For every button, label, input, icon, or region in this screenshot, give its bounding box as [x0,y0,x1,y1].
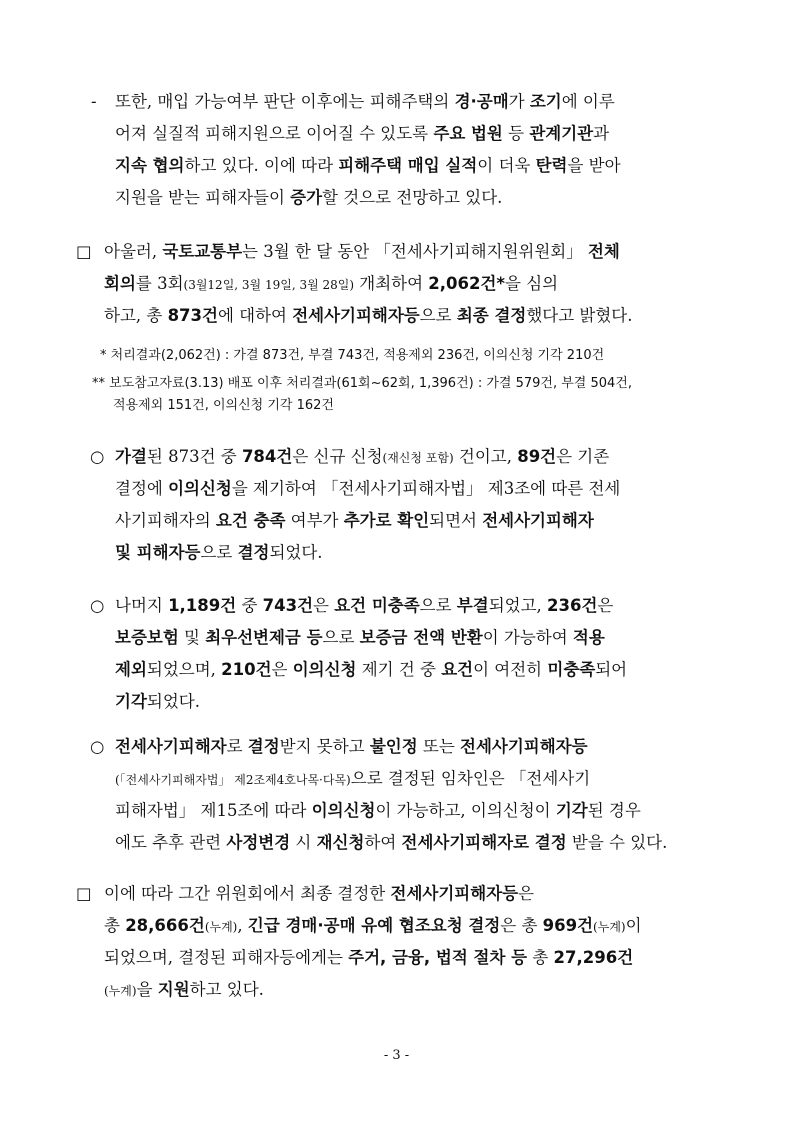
emphasis-text: 재신청 [316,833,365,852]
emphasis-text: 89건 [517,447,557,466]
text-span: 을 받아 [567,156,621,175]
emphasis-text: 최종 결정 [456,306,527,325]
body-text-line [115,479,620,499]
text-span: 은 [271,660,293,679]
emphasis-text: 28,666건 [125,916,205,935]
text-span: 하고 있다. [189,980,264,999]
text-span: (누계) [204,920,238,934]
body-text-line [115,188,502,208]
emphasis-text: 미충족 [547,660,596,679]
text-span: 을 제기하여 「전세사기피해자법」 제3조에 따른 전세 [231,479,621,498]
text-span: 된 경우 [587,801,641,820]
text-span: 은 [313,596,335,615]
emphasis-text: 적용 [572,628,605,647]
text-span: 및 [178,628,206,647]
emphasis-text: 236건 [547,596,598,615]
emphasis-text: 873건 [167,306,218,325]
emphasis-text: 긴급 경매·공매 유예 협조요청 결정 [247,916,501,935]
text-span: * 처리결과(2,062건) : 가결 873건, 부결 743건, 적용제외 236건, 이의신청 기각 210건 [100,348,605,363]
emphasis-text: 784건 [241,447,293,466]
emphasis-text: 회의 [104,274,136,293]
paragraph-marker: - [91,92,97,111]
text-span: 를 3회 [135,274,184,293]
text-span: 되면서 [429,511,483,530]
text-span: 이 가능하고, 이의신청이 [375,801,556,820]
text-span: 적용제외 151건, 이의신청 기각 162건 [113,398,334,413]
emphasis-text: 전세사기피해자등 [390,884,519,903]
body-text-line [115,543,323,563]
text-span: 되어 [595,660,628,679]
text-span: 이 더욱 [477,156,536,175]
text-span: 중 [236,596,263,615]
body-text-line [115,511,594,531]
emphasis-text: 969건 [542,916,594,935]
text-span: 은 [518,884,534,903]
emphasis-text: 이의신청 [292,660,357,679]
text-span: (재신청 포함) [382,451,454,465]
text-span: 하고 있다. 이에 따라 [184,156,339,175]
emphasis-text: 조기 [529,92,562,111]
emphasis-text: 국토교통부 [162,242,243,261]
text-span: 나머지 [115,596,169,615]
paragraph-marker: □ [76,242,92,261]
text-span: 했다고 밝혔다. [526,306,633,325]
text-span: 으로 [419,306,457,325]
emphasis-text: 결정 [247,737,280,756]
paragraph-marker: ○ [90,596,105,615]
text-span: 하고, 총 [104,306,168,325]
emphasis-text: 기각 [555,801,588,820]
emphasis-text: 주요 법원 [433,124,503,143]
emphasis-text: 210건 [221,660,272,679]
emphasis-text: 전세사기피해자 [115,737,227,756]
emphasis-text: 최우선변제금 등 [205,628,323,647]
emphasis-text: 743건 [262,596,314,615]
emphasis-text: 요건 미충족 [334,596,420,615]
body-text-line [104,948,633,968]
text-span: 으로 [322,628,360,647]
text-span: (누계) [593,920,626,934]
emphasis-text: 전세사기피해자등 [292,306,420,325]
emphasis-text: 이의신청 [311,801,376,820]
text-span: 어져 실질적 피해지원으로 이어질 수 있도록 [115,124,434,143]
text-span: 으로 [200,543,238,562]
text-span: 는 3월 한 달 동안 「전세사기피해지원위원회」 [242,242,588,261]
text-span: 여부가 [285,511,344,530]
text-span: 되었다. [146,692,200,711]
body-text-line [104,916,642,937]
emphasis-text: 2,062건* [428,274,506,293]
emphasis-text: 지속 협의 [115,156,185,175]
body-text-line [115,660,627,680]
emphasis-text: 피해주택 매입 실적 [338,156,478,175]
text-span: 으로 [419,596,457,615]
emphasis-text: 사정변경 [226,833,291,852]
body-text-line [115,628,605,648]
text-span: 사기피해자의 [115,511,216,530]
page-number: - 3 - [383,1048,410,1063]
emphasis-text: 기각 [115,692,147,711]
body-text-line [115,833,667,853]
text-span: 되었으며, 결정된 피해자등에게는 [104,948,349,967]
text-span: 에도 추후 관련 [115,833,227,852]
text-span: 로 [226,737,248,756]
body-text-line [115,156,621,176]
text-span: 은 총 [500,916,543,935]
paragraph-marker: ○ [90,447,105,466]
emphasis-text: 결정 [237,543,270,562]
text-span: 또는 [417,737,461,756]
paragraph-marker: ○ [90,737,105,756]
emphasis-text: 전세사기피해자 [482,511,594,530]
footnote-line [92,374,632,394]
text-span: 건이고, [453,447,518,466]
text-span: 시 [290,833,317,852]
text-span: (3월12일, 3월 19일, 3월 28일) [183,278,355,292]
emphasis-text: 관계기관 [529,124,594,143]
body-text-line [104,274,558,295]
text-span: 받을 수 있다. [566,833,668,852]
text-span: 등 [502,124,530,143]
text-span: 이 여전히 [473,660,548,679]
emphasis-text: 보증보험 [115,628,179,647]
emphasis-text: 불인정 [369,737,418,756]
body-text-line [115,596,613,616]
text-span: 개최하여 [354,274,429,293]
text-span: 하여 [364,833,402,852]
emphasis-text: 및 피해자등 [115,543,201,562]
emphasis-text: 전체 [587,242,620,261]
text-span: 받지 못하고 [279,737,370,756]
text-span: 과 [593,124,610,143]
footnote-line [100,346,604,366]
text-span: 또한, 매입 가능여부 판단 이후에는 피해주택의 [115,92,455,111]
body-text-line [104,242,620,262]
text-span: 은 기존 [556,447,610,466]
emphasis-text: 추가로 확인 [343,511,430,530]
text-span: 총 [527,948,554,967]
text-span: 은 [597,596,614,615]
text-span: , [237,916,248,935]
emphasis-text: 1,189건 [168,596,237,615]
body-text-line [115,124,609,144]
body-text-line [115,737,588,757]
text-span: 으로 결정된 임차인은 「전세사기 [350,769,591,788]
text-span: 을 [136,980,158,999]
body-text-line [104,980,264,1001]
text-span: (「전세사기피해자법」 제2조제4호나목·다목) [115,773,351,787]
body-text-line [104,306,632,326]
paragraph-marker: □ [76,884,92,903]
emphasis-text: 탄력 [535,156,568,175]
body-text-line [104,884,534,904]
text-span: 결정에 [115,479,169,498]
text-span: 지원을 받는 피해자들이 [115,188,291,207]
emphasis-text: 요건 [441,660,474,679]
text-span: 에 대하여 [217,306,293,325]
emphasis-text: 부결 [456,596,489,615]
body-text-line [115,801,641,821]
text-span: 은 신규 신청 [292,447,383,466]
footnote-line [113,396,334,416]
text-span: 이 [625,916,642,935]
emphasis-text: 보증금 전액 반환 [359,628,483,647]
text-span: (누계) [104,984,137,998]
text-span: 총 [104,916,126,935]
emphasis-text: 주거, 금융, 법적 절차 등 [348,948,528,967]
text-span: 되었으며, [146,660,222,679]
emphasis-text: 증가 [290,188,323,207]
emphasis-text: 경·공매 [454,92,509,111]
emphasis-text: 전세사기피해자등 [460,737,588,756]
emphasis-text: 전세사기피해자로 결정 [401,833,567,852]
text-span: 이에 따라 그간 위원회에서 최종 결정한 [104,884,391,903]
text-span: 가 [508,92,530,111]
text-span: 할 것으로 전망하고 있다. [322,188,503,207]
text-span: 되었다. [269,543,323,562]
text-span: 피해자법」 제15조에 따라 [115,801,312,820]
text-span: 되었고, [488,596,547,615]
text-span: 을 심의 [505,274,559,293]
text-span: 제기 건 중 [356,660,442,679]
text-span: ** 보도참고자료(3.13) 배포 이후 처리결과(61회~62회, 1,396건) : 가결 579건, 부결 504건, [92,376,632,391]
text-span: 아울러, [104,242,163,261]
emphasis-text: 지원 [157,980,190,999]
body-text-line [115,692,200,712]
emphasis-text: 이의신청 [168,479,232,498]
body-text-line [115,769,590,790]
emphasis-text: 제외 [115,660,147,679]
text-span: 된 873건 중 [146,447,242,466]
emphasis-text: 27,296건 [553,948,634,967]
text-span: 이 가능하여 [482,628,573,647]
body-text-line [115,447,609,468]
text-span: 에 이루 [561,92,615,111]
emphasis-text: 요건 충족 [215,511,286,530]
emphasis-text: 가결 [115,447,147,466]
body-text-line [115,92,615,112]
